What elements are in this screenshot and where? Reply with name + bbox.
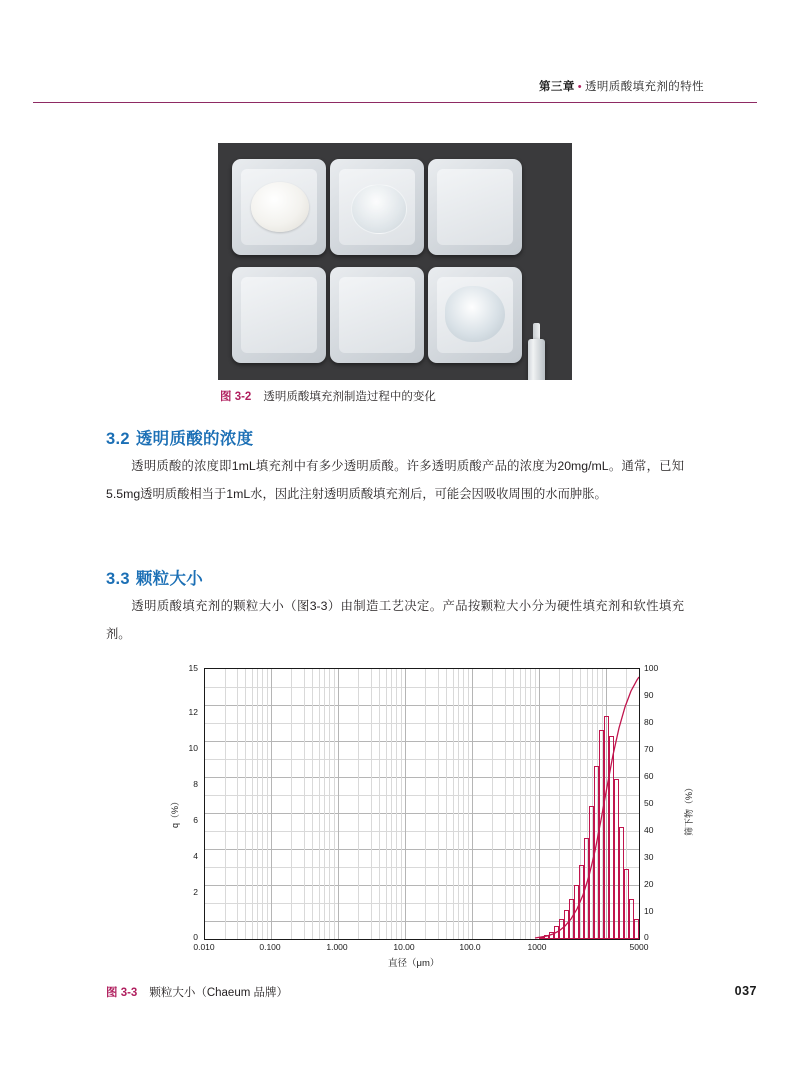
histogram-bar	[639, 930, 640, 939]
chart-x-tick: 1.000	[326, 942, 348, 952]
header-chapter: 第三章	[539, 81, 575, 93]
chart-y2-axis-label: 筛下物（%）	[684, 782, 694, 836]
section-3-3-number: 3.3	[106, 570, 130, 588]
section-3-2-heading	[106, 425, 253, 449]
chart-y-tick: 6	[193, 815, 198, 825]
figure-3-3-caption	[106, 984, 288, 1000]
chart-y2-tick: 30	[644, 852, 654, 862]
section-3-3-heading	[106, 565, 203, 589]
chart-y-tick: 12	[188, 707, 198, 717]
figure-3-2-photo	[218, 143, 572, 380]
powder-sample	[251, 182, 309, 232]
cumulative-curve	[205, 669, 639, 939]
tray-gel-mass	[428, 267, 522, 363]
section-3-3-paragraph	[106, 592, 684, 648]
chart-y-tick: 2	[193, 887, 198, 897]
chart-y2-tick: 60	[644, 771, 654, 781]
gel-mass	[445, 286, 505, 342]
figure-3-3-chart	[96, 658, 696, 968]
header-section-title: 透明质酸填充剂的特性	[585, 81, 704, 93]
header-title	[539, 78, 704, 94]
page-number: 037	[734, 984, 757, 998]
chart-y-tick: 8	[193, 779, 198, 789]
tray-powder	[232, 159, 326, 255]
chart-plot-area	[204, 668, 640, 940]
chart-x-tick: 100.0	[459, 942, 481, 952]
page-header	[0, 78, 790, 108]
tray-fragments	[428, 159, 522, 255]
section-3-2-title: 透明质酸的浓度	[135, 430, 254, 448]
chart-y2-tick: 10	[644, 906, 654, 916]
section-3-3-body: 透明质酸填充剂的颗粒大小（图3-3）由制造工艺决定。产品按颗粒大小分为硬性填充剂和软性填充剂。	[106, 599, 684, 641]
chart-x-tick: 5000	[629, 942, 649, 952]
chart-y2-tick: 0	[644, 932, 649, 942]
chart-x-tick: 1000	[527, 942, 547, 952]
tray-gel	[330, 159, 424, 255]
header-divider	[33, 102, 757, 103]
chart-y-tick: 4	[193, 851, 198, 861]
chart-y-tick: 0	[193, 932, 198, 942]
chart-y-tick: 15	[188, 663, 198, 673]
chart-x-tick: 10.00	[393, 942, 415, 952]
chart-x-tick: 0.100	[259, 942, 281, 952]
section-3-2-body: 透明质酸的浓度即1mL填充剂中有多少透明质酸。许多透明质酸产品的浓度为20mg/mL。通常，已知5.5mg透明质酸相当于1mL水，因此注射透明质酸填充剂后，可能会因吸收周围的水而肿胀。	[106, 459, 684, 501]
chart-y2-tick: 80	[644, 717, 654, 727]
chart-y2-tick: 20	[644, 879, 654, 889]
chart-y2-tick: 90	[644, 690, 654, 700]
figure-3-3-caption-text: 颗粒大小（Chaeum 品牌）	[149, 987, 288, 999]
section-3-2-number: 3.2	[106, 430, 130, 448]
figure-3-2-label: 图 3-2	[220, 391, 252, 403]
chart-y2-tick: 100	[644, 663, 659, 673]
section-3-3-title: 颗粒大小	[135, 570, 204, 588]
figure-3-2-caption-text: 透明质酸填充剂制造过程中的变化	[263, 391, 436, 403]
gel-sample	[351, 184, 408, 234]
syringe-body	[528, 339, 545, 380]
chart-x-tick: 0.010	[193, 942, 215, 952]
figure-3-3-label: 图 3-3	[106, 987, 138, 999]
chart-y2-tick: 50	[644, 798, 654, 808]
tray-chunks-medium	[330, 267, 424, 363]
chart-y-axis-label: q（%）	[170, 796, 180, 828]
header-separator: •	[577, 81, 582, 93]
chart-y2-tick: 70	[644, 744, 654, 754]
chart-y2-tick: 40	[644, 825, 654, 835]
figure-3-2-caption	[220, 388, 436, 404]
tray-chunks-large	[232, 267, 326, 363]
section-3-2-paragraph	[106, 452, 684, 508]
chart-y-tick: 10	[188, 743, 198, 753]
chart-x-axis-label: 直径（μm）	[388, 958, 440, 969]
